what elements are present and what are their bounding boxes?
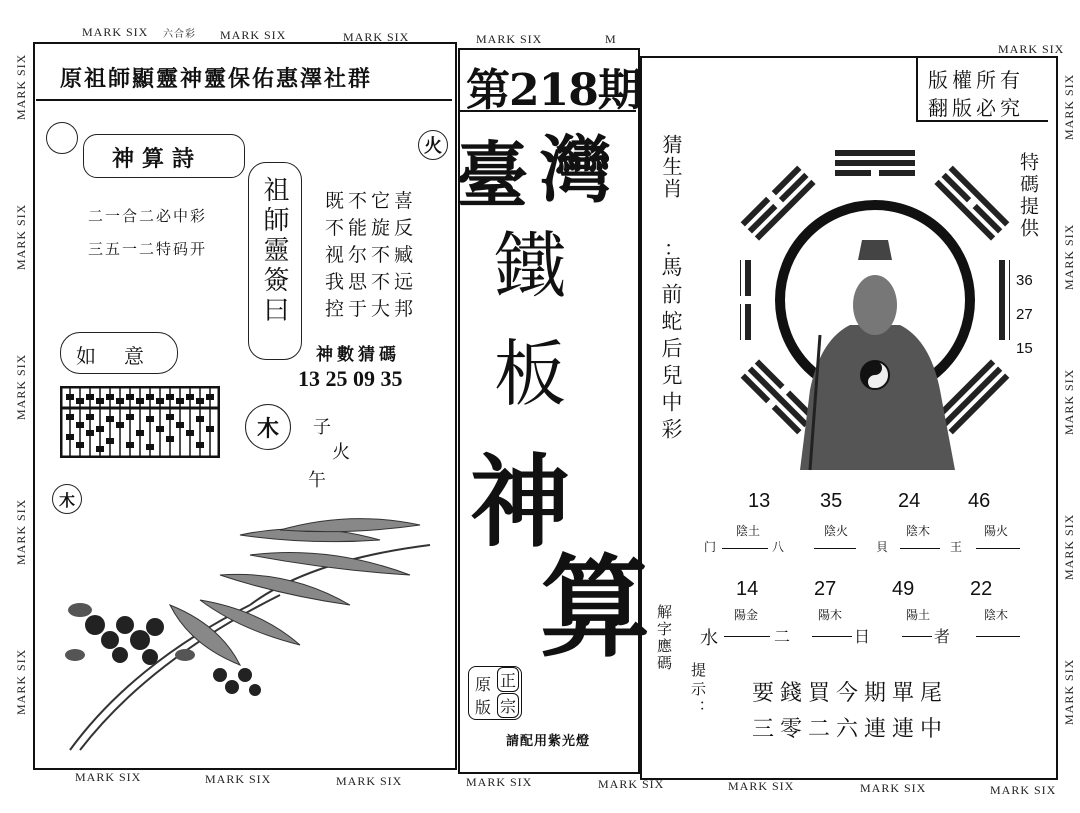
number-row-2 bbox=[700, 578, 1040, 648]
watermark: MARK SIX bbox=[860, 781, 927, 795]
watermark: MARK SIX bbox=[466, 775, 533, 789]
wood-badge: 木 bbox=[245, 404, 291, 450]
watermark: MARK SIX bbox=[728, 779, 795, 793]
circle-ornament bbox=[46, 122, 78, 154]
zodiac-text: 馬前蛇后兒中彩 bbox=[659, 256, 683, 445]
fire-badge: 火 bbox=[418, 130, 448, 160]
row2-char: 日 bbox=[854, 627, 871, 646]
watermark: MARK SIX bbox=[1062, 658, 1076, 725]
hint-line-1: 要錢買今期單尾 bbox=[752, 681, 949, 706]
special-number: 36 bbox=[1016, 272, 1033, 289]
poem-row: 不能旋反 bbox=[325, 217, 418, 239]
watermark: MARK SIX bbox=[75, 770, 142, 784]
header-divider bbox=[36, 99, 452, 101]
watermark: MARK SIX bbox=[476, 32, 543, 46]
huo-label: 火 bbox=[332, 442, 350, 463]
title-char: 灣 bbox=[540, 127, 613, 212]
watermark: MARK SIX bbox=[14, 53, 28, 120]
authentic-stamp: 原 正 版 宗 bbox=[468, 666, 522, 720]
special-number: 15 bbox=[1016, 340, 1033, 357]
row2-char: 二 bbox=[774, 627, 791, 646]
bamboo-illustration bbox=[50, 515, 440, 755]
guess-zodiac-colon: ： bbox=[664, 236, 684, 260]
row1-lead: 门 bbox=[704, 540, 717, 554]
poem-row: 控于大邦 bbox=[325, 298, 418, 320]
watermark: MARK SIX bbox=[598, 777, 665, 791]
row2-number: 22 bbox=[970, 578, 993, 600]
poem-box-title: 神算詩 bbox=[112, 146, 203, 172]
abacus-icon bbox=[60, 386, 220, 458]
row2-char: 者 bbox=[934, 627, 951, 646]
watermark: MARK SIX bbox=[998, 42, 1065, 56]
special-number: 27 bbox=[1016, 306, 1033, 323]
watermark: MARK SIX bbox=[1062, 513, 1076, 580]
watermark-small: 六合彩 bbox=[163, 29, 196, 40]
copyright-line-1: 版權所有 bbox=[928, 68, 1024, 92]
issue-number: 第218期 bbox=[466, 65, 641, 116]
oracle-label: 祖師靈簽曰 bbox=[259, 176, 289, 326]
poem-columns bbox=[325, 188, 417, 323]
title-char: 臺 bbox=[456, 133, 529, 218]
row1-char: 王 bbox=[950, 540, 963, 554]
poem-row: 视尔不臧 bbox=[325, 244, 418, 266]
row2-number: 49 bbox=[892, 578, 915, 600]
watermark: MARK SIX bbox=[990, 783, 1057, 797]
row1-number: 13 bbox=[748, 490, 771, 512]
row1-tag: 陰土 bbox=[736, 524, 761, 538]
poem-row: 我思不远 bbox=[325, 271, 418, 293]
row1-char: 貝 bbox=[876, 540, 889, 554]
watermark: MARK SIX bbox=[343, 30, 410, 44]
copyright-line-2: 翻版必究 bbox=[928, 96, 1024, 120]
wu-label: 午 bbox=[308, 470, 326, 491]
row2-lead: 水 bbox=[700, 628, 718, 649]
watermark: MARK SIX bbox=[1062, 368, 1076, 435]
row2-tag: 陽金 bbox=[734, 608, 759, 622]
row1-number: 35 bbox=[820, 490, 843, 512]
poem-line-1: 二一合二必中彩 bbox=[88, 207, 208, 225]
watermark: MARK SIX bbox=[82, 25, 149, 39]
number-row-1 bbox=[700, 490, 1040, 560]
poem-row: 既不它喜 bbox=[325, 190, 418, 212]
row2-number: 14 bbox=[736, 578, 759, 600]
row2-tag: 陽木 bbox=[818, 608, 843, 622]
title-char: 鐵 bbox=[494, 224, 567, 308]
watermark: MARK SIX bbox=[1062, 223, 1076, 290]
row1-tag: 陰木 bbox=[906, 524, 931, 538]
watermark: MARK SIX bbox=[14, 203, 28, 270]
row2-tag: 陰木 bbox=[984, 608, 1009, 622]
row2-tag: 陽土 bbox=[906, 608, 931, 622]
row1-number: 24 bbox=[898, 490, 921, 512]
zi-label: 子 bbox=[313, 417, 331, 438]
title-char: 板 bbox=[494, 332, 567, 416]
title-char: 算 bbox=[540, 543, 650, 672]
left-header: 原祖師顯靈神靈保佑惠澤社群 bbox=[60, 66, 373, 92]
hint-line-2: 三零二六連連中 bbox=[752, 717, 949, 742]
guess-label: 神數猜碼 bbox=[316, 345, 400, 365]
decode-label: 解字應碼 bbox=[655, 604, 673, 672]
guess-numbers: 13 25 09 35 bbox=[298, 366, 403, 391]
title-char: 神 bbox=[470, 443, 570, 561]
row1-tag: 陰火 bbox=[824, 524, 849, 538]
watermark: MARK SIX bbox=[14, 498, 28, 565]
deity-bagua-image bbox=[740, 140, 1010, 480]
watermark: MARK SIX bbox=[14, 353, 28, 420]
wood-badge-small: 木 bbox=[52, 484, 82, 514]
poem-line-2: 三五一二特码开 bbox=[88, 240, 208, 258]
watermark: MARK SIX bbox=[336, 774, 403, 788]
row1-char: 八 bbox=[772, 540, 785, 554]
row1-number: 46 bbox=[968, 490, 991, 512]
row2-number: 27 bbox=[814, 578, 837, 600]
watermark: MARK SIX bbox=[220, 28, 287, 42]
ruyi-label: 如 意 bbox=[76, 344, 148, 368]
special-label: 特碼提供 bbox=[1017, 152, 1039, 240]
guess-zodiac-label: 猜生肖 bbox=[659, 134, 683, 200]
watermark: MARK SIX bbox=[1062, 73, 1076, 140]
row1-tag: 陽火 bbox=[984, 524, 1009, 538]
watermark: MARK SIX bbox=[205, 772, 272, 786]
uv-light-note: 請配用紫光燈 bbox=[506, 734, 591, 749]
watermark: MARK SIX bbox=[14, 648, 28, 715]
hint-label: 提示： bbox=[689, 662, 707, 719]
